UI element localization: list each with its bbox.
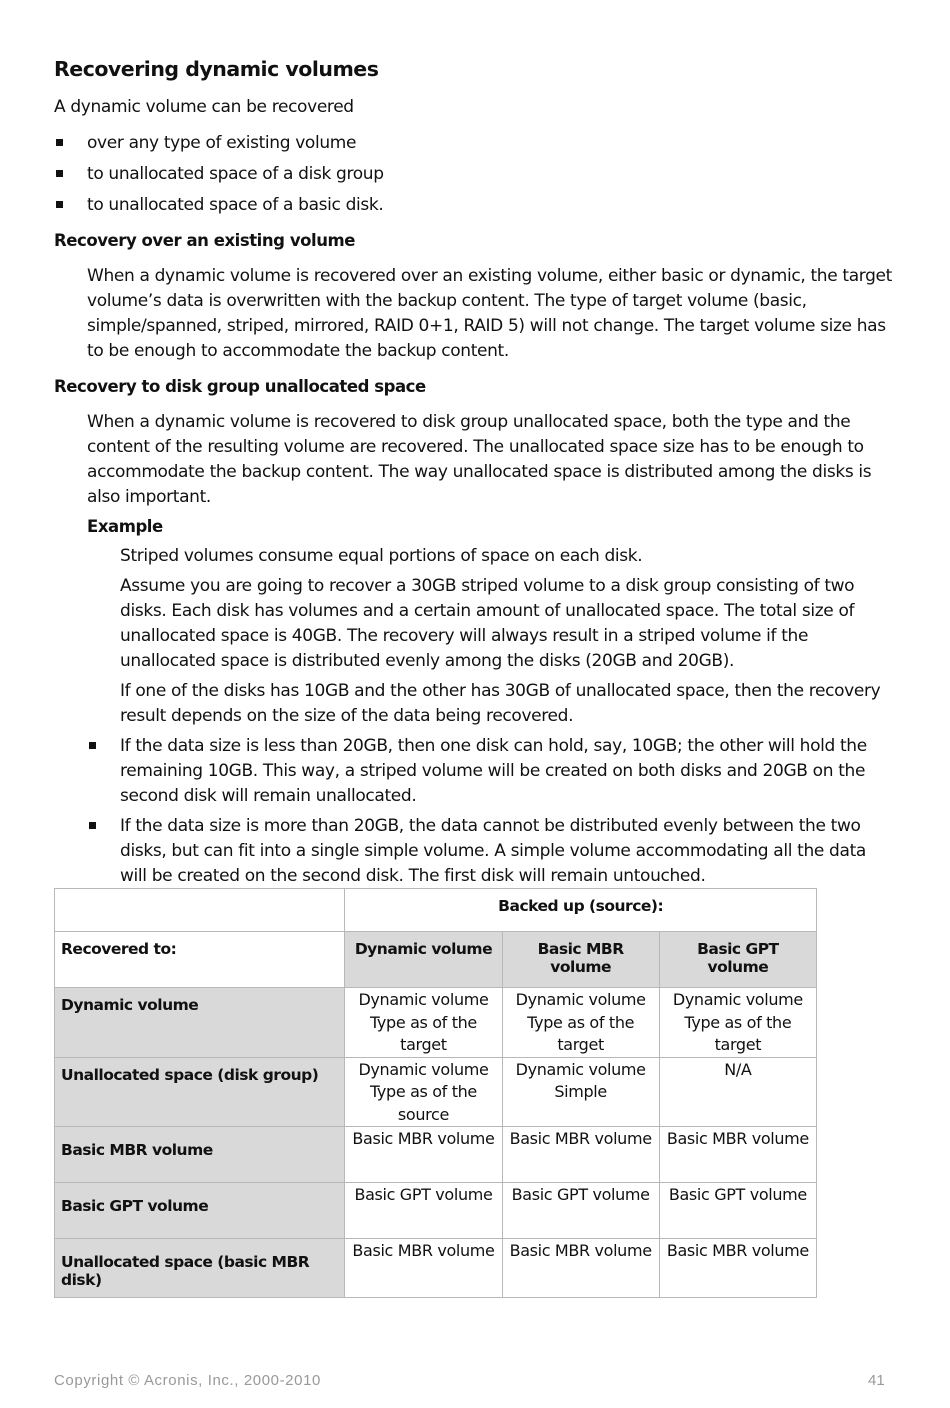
table-cell [502, 1127, 659, 1183]
cell-line: Simple [554, 1082, 607, 1101]
cell-line: Type as of the [369, 1012, 477, 1032]
paragraph-line: unallocated space is distributed evenly among the disks (20GB and 20GB). [120, 651, 735, 671]
cell-line: Basic GPT volume [354, 1185, 493, 1204]
cell-line: N/A [724, 1059, 752, 1079]
row-label: Unallocated space (basic MBR disk) [55, 1239, 345, 1298]
paragraph-line: accommodate the backup content. The way unallocated space is distributed among the disks is [87, 462, 872, 482]
paragraph-line: to be enough to accommodate the backup content. [87, 341, 509, 361]
cell-line: Basic GPT volume [511, 1185, 650, 1204]
subheading-existing-volume: Recovery over an existing volume [54, 231, 356, 250]
table-cell [659, 1057, 816, 1127]
recovered-to-header: Recovered to: [55, 932, 345, 988]
example-paragraph-3 [120, 679, 880, 729]
paragraph-line: also important. [87, 487, 211, 507]
footer-page-number: 41 [868, 1372, 885, 1389]
cell-line: Basic MBR volume [666, 1241, 809, 1260]
row-label: Basic MBR volume [55, 1127, 345, 1183]
cell-line: target [714, 1035, 762, 1054]
bullet-marker [56, 139, 63, 146]
table-row [55, 1239, 817, 1298]
example-bullet-1 [120, 734, 867, 809]
cell-line: Type as of the [527, 1012, 635, 1032]
example-bullet-2 [120, 814, 866, 889]
cell-line: Dynamic volume [515, 1059, 646, 1079]
bullet-marker [56, 201, 63, 208]
table-row [55, 1183, 817, 1239]
cell-line: Basic MBR volume [509, 1129, 652, 1148]
footer-copyright: Copyright © Acronis, Inc., 2000-2010 [54, 1372, 321, 1389]
intro-bullet-3: to unallocated space of a basic disk. [87, 195, 384, 215]
column-header: Basic MBR volume [502, 932, 659, 988]
table-corner-cell [55, 889, 345, 932]
cell-line: Type as of the [369, 1082, 477, 1101]
table-cell [345, 1057, 502, 1127]
recovery-matrix-table [54, 888, 817, 1298]
paragraph-line: unallocated space is 40GB. The recovery will always result in a striped volume if the [120, 626, 809, 646]
cell-line: Dynamic volume [515, 990, 646, 1009]
table-header-row [55, 932, 817, 988]
bullet-marker [89, 822, 96, 829]
intro-bullet-1: over any type of existing volume [87, 133, 357, 153]
intro-bullet-2: to unallocated space of a disk group [87, 164, 384, 184]
paragraph-line: If the data size is less than 20GB, then one disk can hold, say, 10GB; the other will hold the [120, 736, 867, 756]
cell-line: Dynamic volume [672, 990, 803, 1009]
cell-line: Basic MBR volume [352, 1241, 495, 1260]
row-label: Unallocated space (disk group) [55, 1057, 345, 1127]
table-cell [502, 1183, 659, 1239]
table-cell [345, 1183, 502, 1239]
table-cell [502, 1057, 659, 1127]
cell-line: Basic MBR volume [509, 1241, 652, 1260]
paragraph-line: result depends on the size of the data being recovered. [120, 706, 574, 726]
paragraph-line: simple/spanned, striped, mirrored, RAID 0+1, RAID 5) will not change. The target volume size has [87, 316, 886, 336]
table-cell [659, 988, 816, 1058]
table-row [55, 988, 817, 1058]
intro-text: A dynamic volume can be recovered [54, 97, 354, 117]
paragraph-line: disks, but can fit into a single simple volume. A simple volume accommodating all the data [120, 841, 866, 861]
table-cell [502, 988, 659, 1058]
paragraph-line: will be created on the second disk. The first disk will remain untouched. [120, 866, 706, 886]
cell-line: Type as of the [684, 1012, 792, 1032]
cell-line: target [400, 1035, 447, 1054]
cell-line: target [557, 1035, 604, 1054]
table-cell [659, 1183, 816, 1239]
table-row [55, 1057, 817, 1127]
paragraph-line: remaining 10GB. This way, a striped volume will be created on both disks and 20GB on the [120, 761, 866, 781]
paragraph-unallocated-space [87, 410, 871, 510]
cell-line: Basic MBR volume [666, 1129, 809, 1148]
paragraph-line: When a dynamic volume is recovered over an existing volume, either basic or dynamic, the target [87, 266, 892, 286]
paragraph-line: disks. Each disk has volumes and a certain amount of unallocated space. The total size of [120, 601, 855, 621]
example-paragraph-1: Striped volumes consume equal portions of space on each disk. [120, 546, 643, 566]
cell-line: Dynamic volume [358, 990, 489, 1009]
table-cell [502, 1239, 659, 1298]
row-label: Dynamic volume [55, 988, 345, 1058]
cell-line: Dynamic volume [358, 1059, 489, 1079]
paragraph-line: When a dynamic volume is recovered to disk group unallocated space, both the type and the [87, 412, 851, 432]
table-cell [345, 1239, 502, 1298]
section-title: Recovering dynamic volumes [54, 57, 379, 81]
paragraph-line: content of the resulting volume are recovered. The unallocated space size has to be enough to [87, 437, 864, 457]
column-header: Basic GPT volume [659, 932, 816, 988]
row-label: Basic GPT volume [55, 1183, 345, 1239]
subheading-unallocated-space: Recovery to disk group unallocated space [54, 377, 426, 396]
backed-up-header: Backed up (source): [345, 889, 817, 932]
paragraph-line: If the data size is more than 20GB, the data cannot be distributed evenly between the two [120, 816, 861, 836]
bullet-marker [89, 742, 96, 749]
cell-line: Basic MBR volume [352, 1129, 495, 1148]
table-cell [345, 988, 502, 1058]
column-header: Dynamic volume [345, 932, 502, 988]
example-paragraph-2 [120, 574, 854, 674]
paragraph-line: If one of the disks has 10GB and the other has 30GB of unallocated space, then the recovery [120, 681, 881, 701]
table-header-row [55, 889, 817, 932]
paragraph-line: volume’s data is overwritten with the backup content. The type of target volume (basic, [87, 291, 807, 311]
bullet-marker [56, 170, 63, 177]
paragraph-line: second disk will remain unallocated. [120, 786, 417, 806]
paragraph-line: Assume you are going to recover a 30GB striped volume to a disk group consisting of two [120, 576, 855, 596]
table-cell [659, 1239, 816, 1298]
paragraph-existing-volume [87, 264, 892, 364]
table-cell [659, 1127, 816, 1183]
table-row [55, 1127, 817, 1183]
example-heading: Example [87, 517, 163, 536]
cell-line: Basic GPT volume [668, 1185, 807, 1204]
cell-line: source [397, 1104, 449, 1124]
table-cell [345, 1127, 502, 1183]
